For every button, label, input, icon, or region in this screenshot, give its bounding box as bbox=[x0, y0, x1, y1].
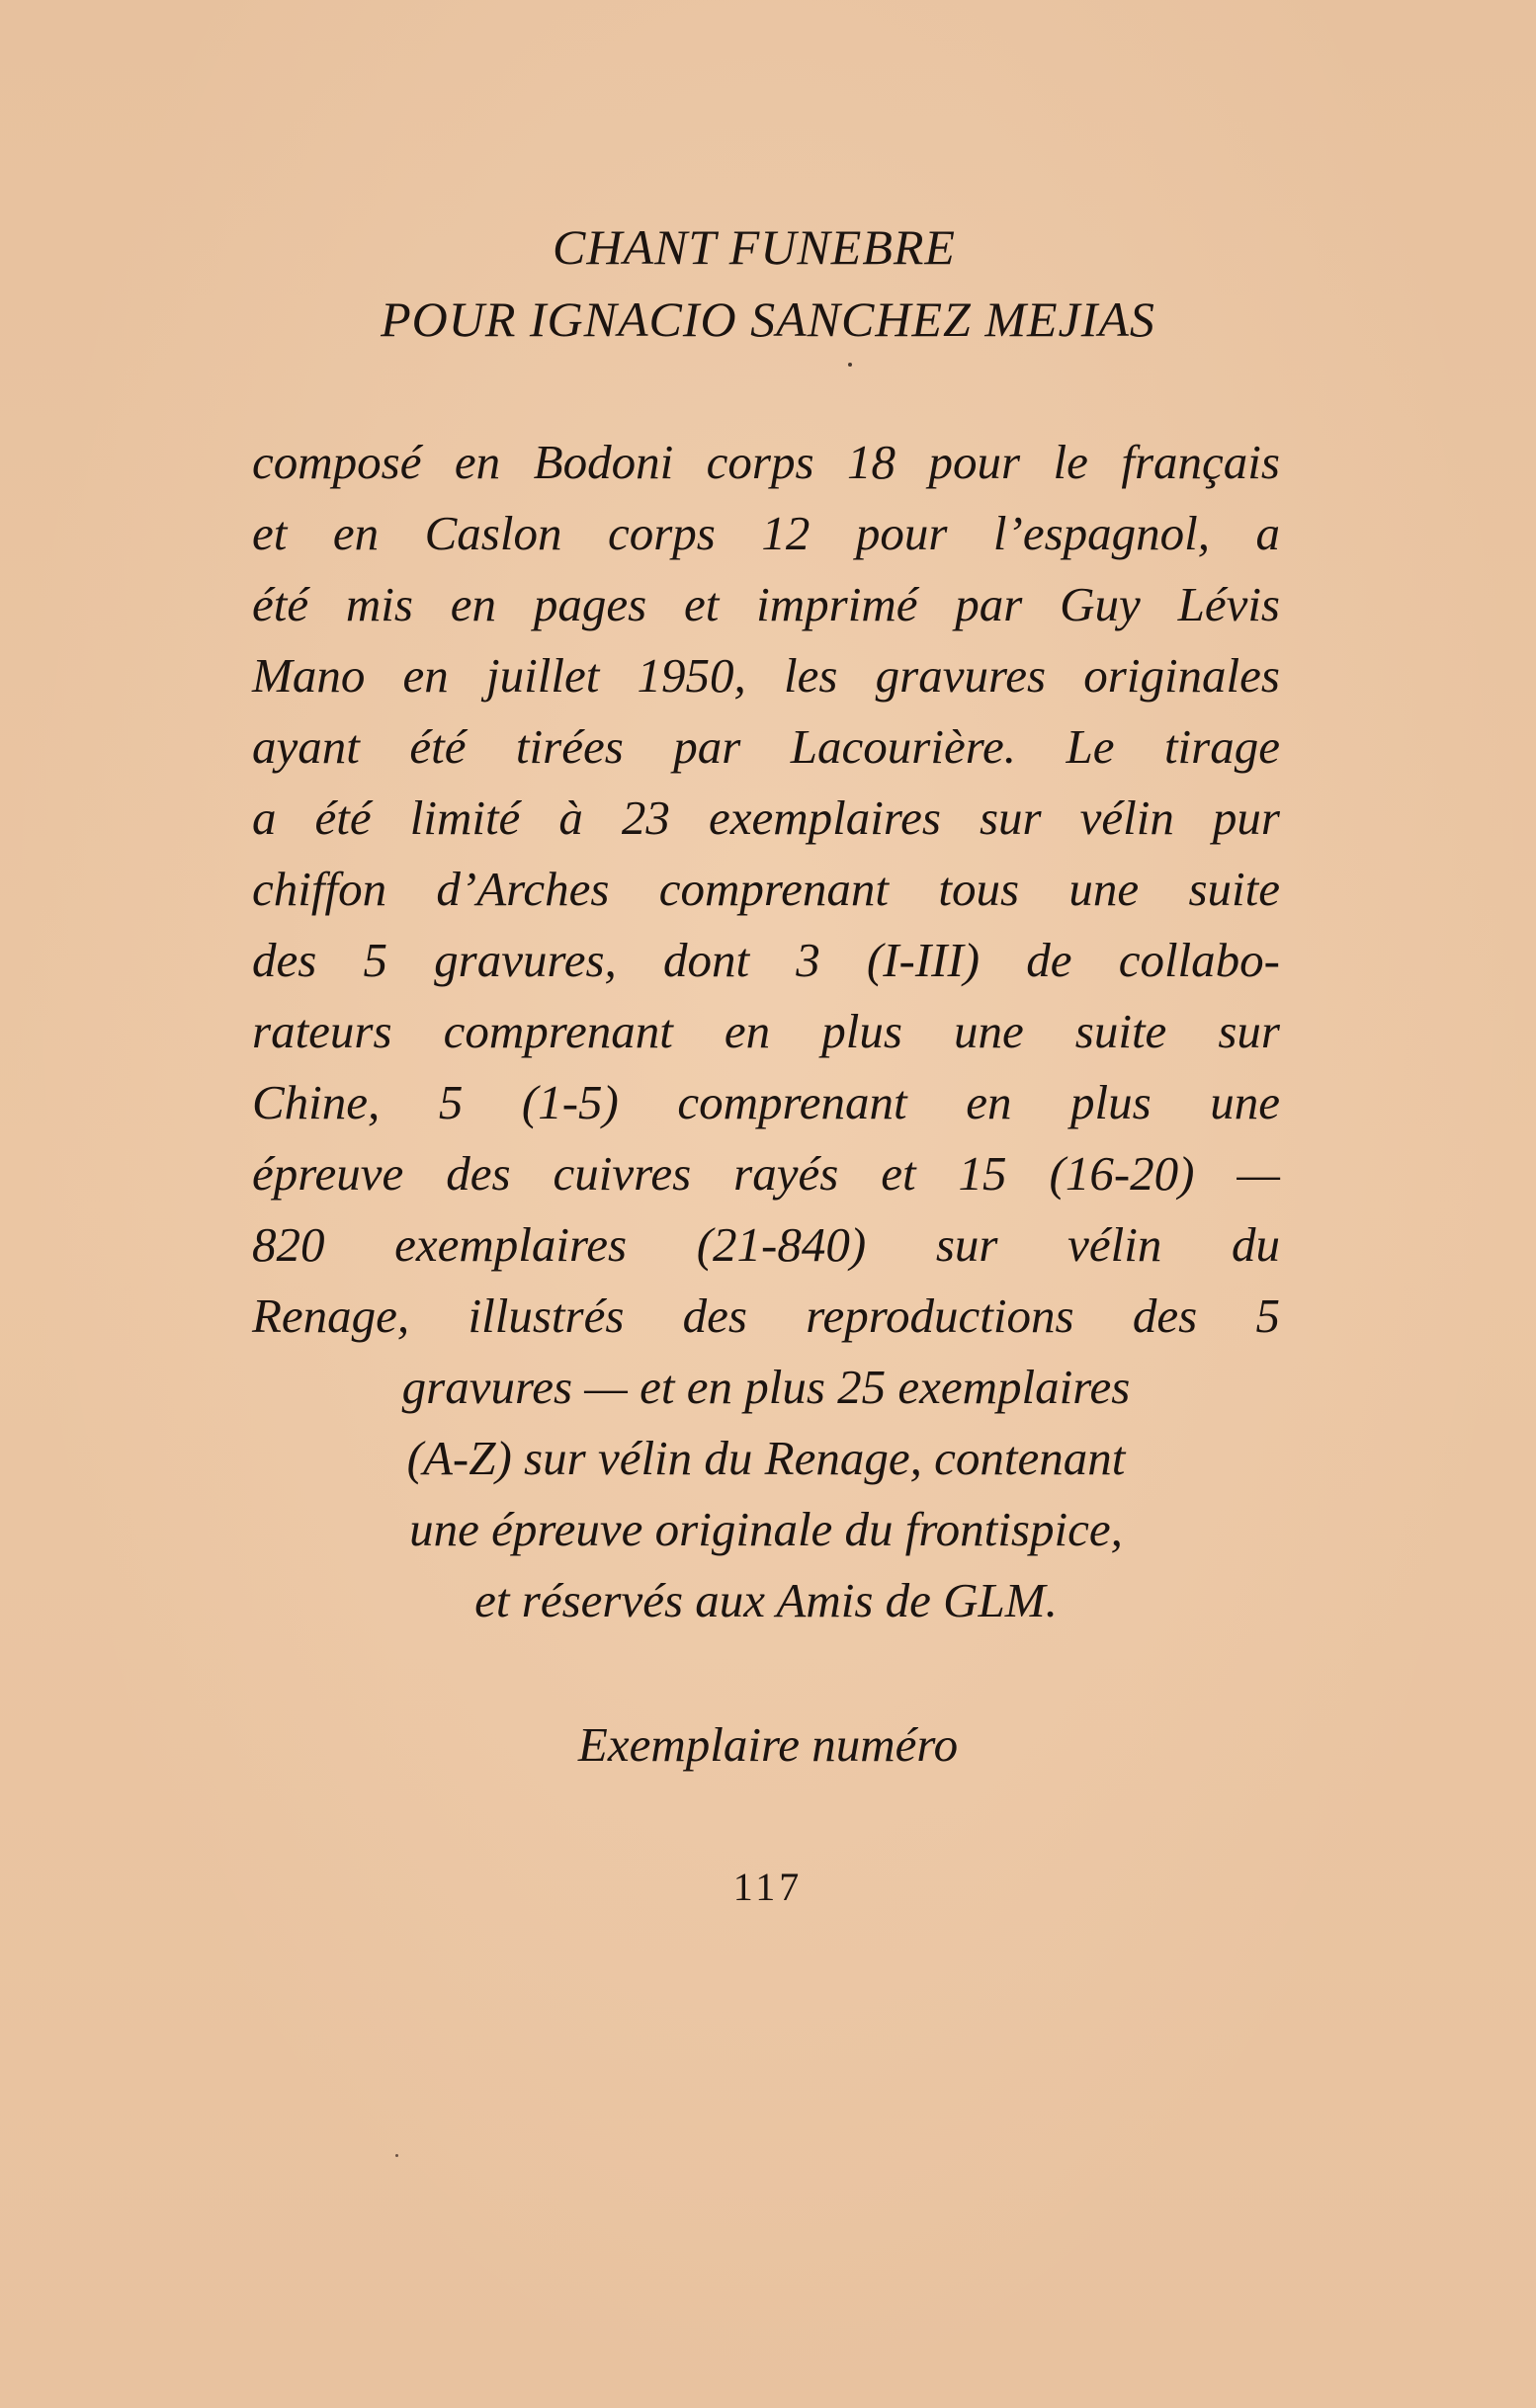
colophon-line: (A-Z) sur vélin du Renage, contenant bbox=[406, 1431, 1126, 1485]
colophon-line: composé en Bodoni corps 18 pour le français bbox=[252, 435, 1280, 489]
ornament-dot bbox=[848, 363, 852, 367]
page-number: 117 bbox=[732, 1865, 804, 1909]
colophon-line: et en Caslon corps 12 pour l’espagnol, a bbox=[252, 506, 1280, 560]
colophon-line: 820 exemplaires (21-840) sur vélin du bbox=[252, 1217, 1280, 1272]
colophon-line: chiffon d’Arches comprenant tous une suite bbox=[252, 862, 1280, 916]
colophon-line: Chine, 5 (1-5) comprenant en plus une bbox=[252, 1075, 1280, 1129]
colophon-line: gravures — et en plus 25 exemplaires bbox=[401, 1360, 1131, 1414]
colophon-line: Mano en juillet 1950, les gravures originales bbox=[252, 648, 1280, 703]
title-line-2: POUR IGNACIO SANCHEZ MEJIAS bbox=[381, 291, 1155, 347]
copy-number-label: Exemplaire numéro bbox=[577, 1717, 959, 1772]
title-line-1: CHANT FUNEBRE bbox=[553, 219, 956, 275]
colophon-line: a été limité à 23 exemplaires sur vélin pur bbox=[252, 790, 1280, 845]
colophon-line: une épreuve originale du frontispice, bbox=[409, 1502, 1123, 1556]
colophon-line: été mis en pages et imprimé par Guy Lévis bbox=[252, 577, 1280, 631]
colophon-line: et réservés aux Amis de GLM. bbox=[474, 1573, 1058, 1627]
colophon-line: des 5 gravures, dont 3 (I-III) de collabo- bbox=[252, 933, 1280, 987]
colophon-text bbox=[252, 427, 1280, 1636]
colophon-line: épreuve des cuivres rayés et 15 (16-20) — bbox=[252, 1146, 1280, 1201]
colophon-line: ayant été tirées par Lacourière. Le tirage bbox=[252, 719, 1280, 774]
colophon-line: Renage, illustrés des reproductions des 5 bbox=[252, 1288, 1280, 1343]
paper-speck bbox=[395, 2154, 398, 2157]
colophon-line: rateurs comprenant en plus une suite sur bbox=[252, 1004, 1280, 1058]
